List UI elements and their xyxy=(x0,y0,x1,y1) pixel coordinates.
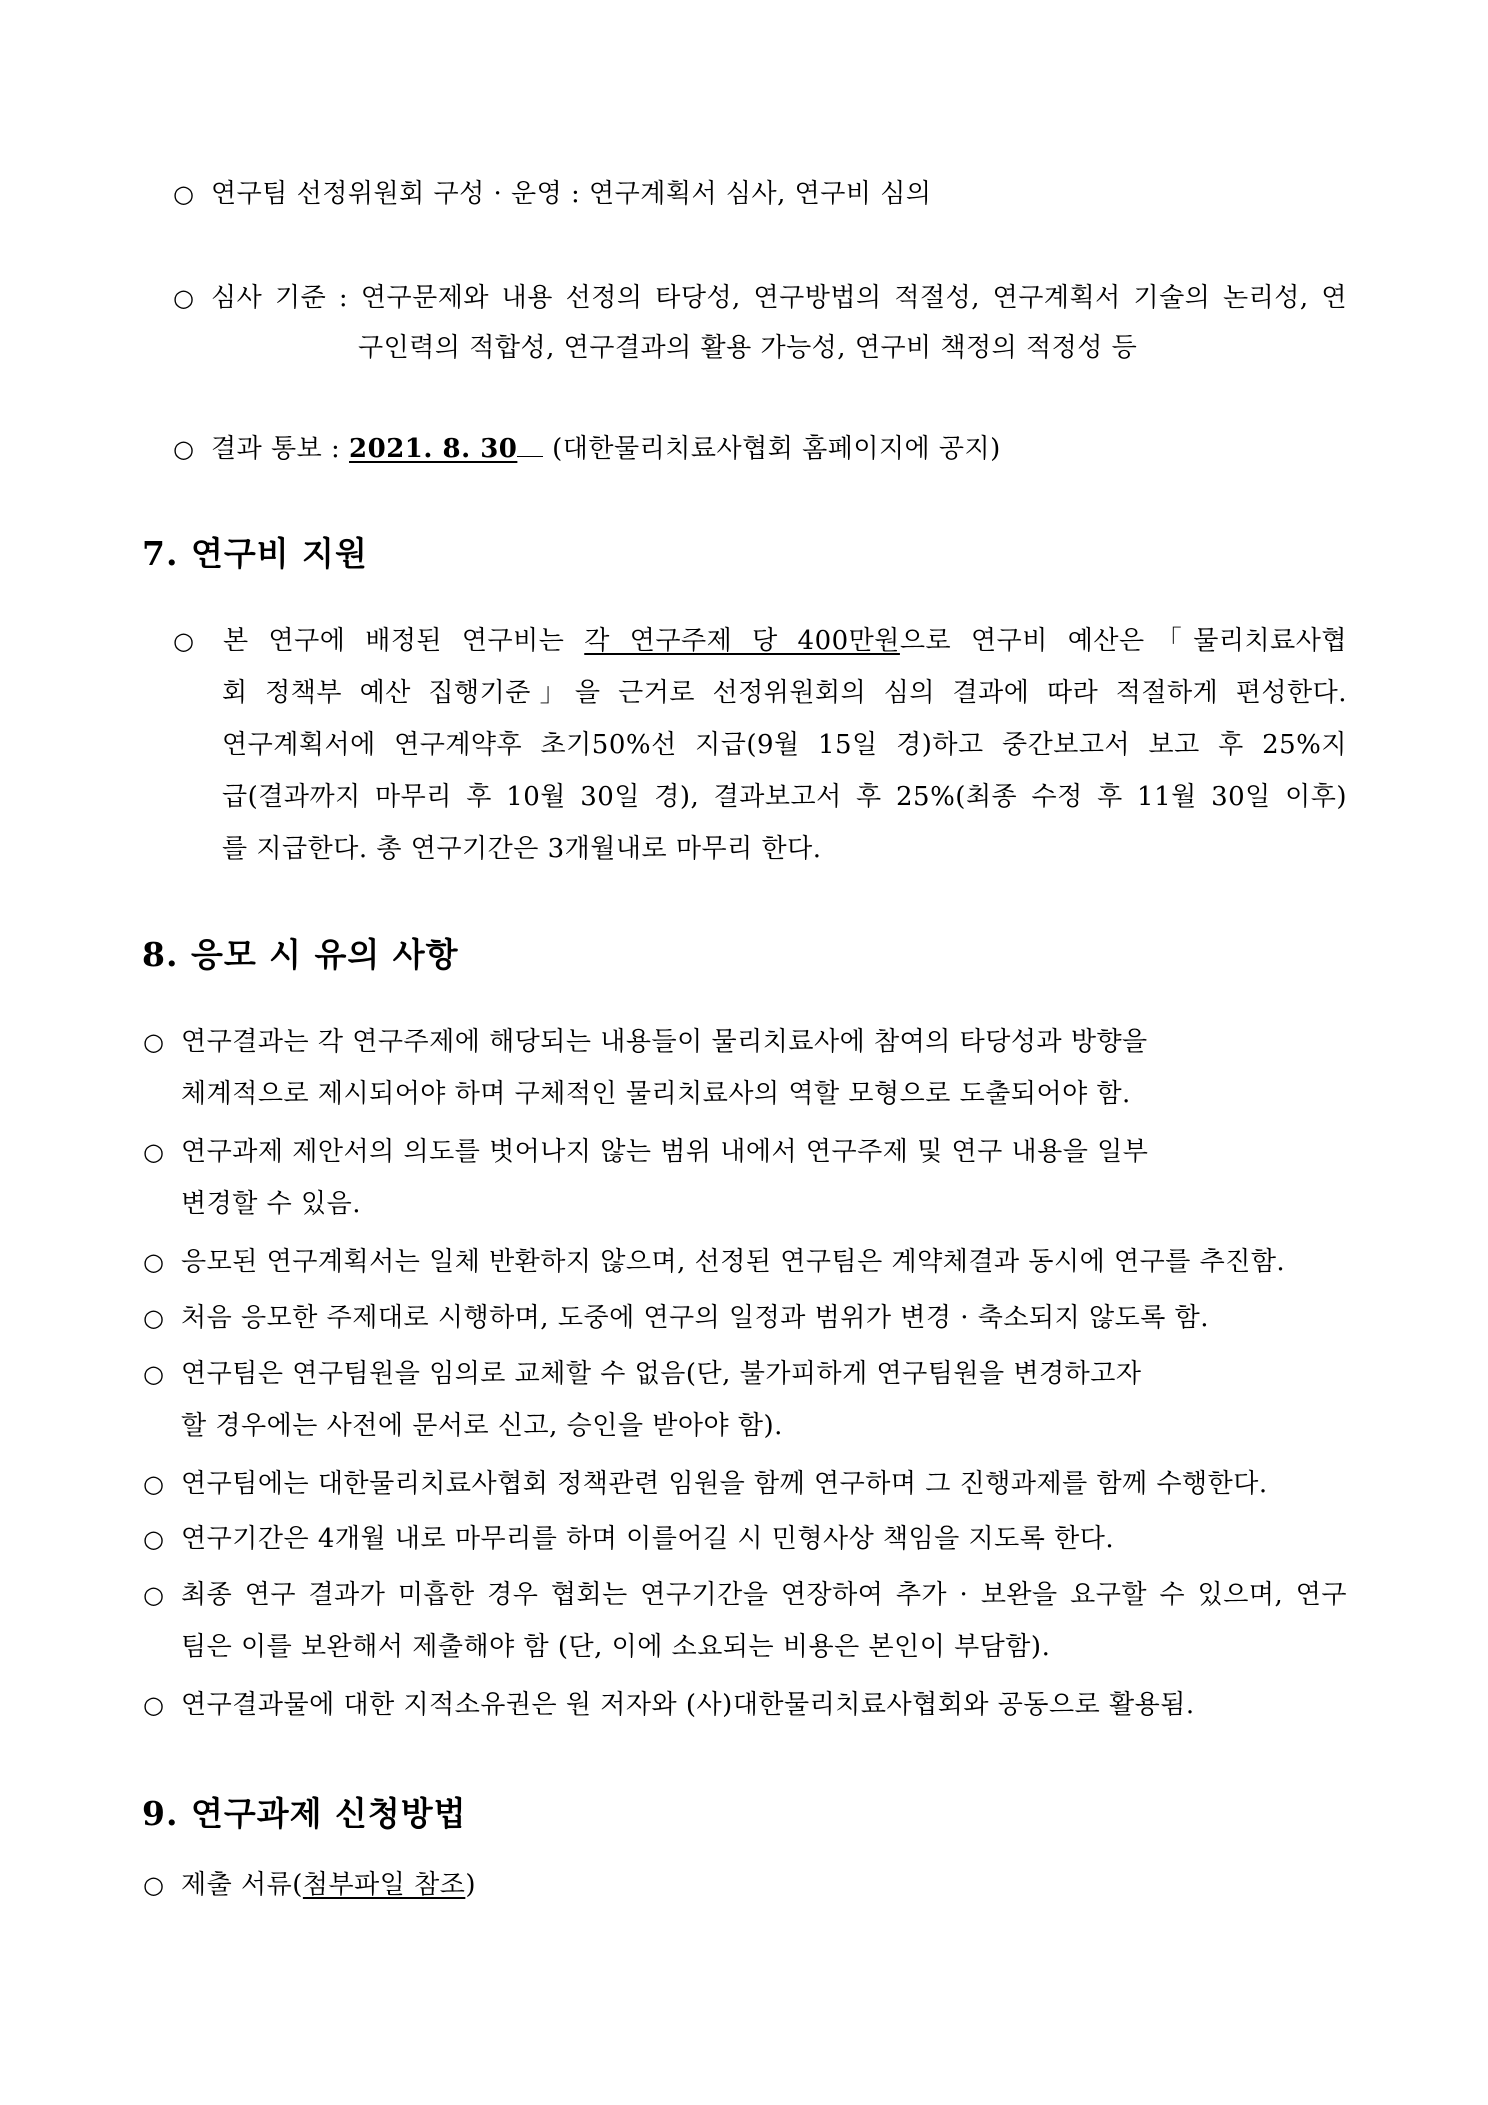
section-8-heading: 8. 응모 시 유의 사항 xyxy=(142,935,459,974)
result-date: 2021. 8. 30 xyxy=(349,434,518,464)
funding-paragraph-line-5: 를 지급한다. 총 연구기간은 3개월내로 마무리 한다. xyxy=(222,834,822,864)
bullet-icon: ○ xyxy=(143,1871,165,1899)
funding-paragraph-line-3: 연구계획서에 연구계약후 초기50%선 지급(9월 15일 경)하고 중간보고서 보고 후 25%지 xyxy=(222,730,1347,760)
attachment-reference: 첨부파일 참조 xyxy=(302,1870,466,1900)
notice-item-3 xyxy=(143,1245,1285,1279)
notice-item-4 xyxy=(143,1301,1209,1335)
funding-paragraph-line-2: 회 정책부 예산 집행기준」을 근거로 선정위원회의 심의 결과에 따라 적절하게 편성한다. xyxy=(222,678,1347,708)
notice-text: 연구기간은 4개월 내로 마무리를 하며 이를어길 시 민형사상 책임을 지도록 한다. xyxy=(181,1524,1115,1554)
notice-item-5 xyxy=(143,1357,1141,1391)
bullet-icon: ○ xyxy=(143,1691,165,1719)
committee-text: 연구팀 선정위원회 구성 · 운영 : 연구계획서 심사, 연구비 심의 xyxy=(211,179,932,209)
funding-text-a: 본 연구에 배정된 연구비는 xyxy=(223,626,585,656)
bullet-icon: ○ xyxy=(143,1525,165,1553)
notice-text: 연구결과물에 대한 지적소유권은 원 저자와 (사)대한물리치료사협회와 공동으로 활용됨. xyxy=(181,1690,1195,1720)
submission-close: ) xyxy=(465,1870,476,1900)
bullet-icon: ○ xyxy=(173,627,195,655)
bullet-icon: ○ xyxy=(143,1304,165,1332)
notice-item-5-continuation: 할 경우에는 사전에 문서로 신고, 승인을 받아야 함). xyxy=(181,1411,783,1441)
result-note: (대한물리치료사협회 홈페이지에 공지) xyxy=(543,434,1001,464)
committee-item xyxy=(173,177,931,211)
bullet-icon: ○ xyxy=(143,1470,165,1498)
notice-text: 최종 연구 결과가 미흡한 경우 협회는 연구기간을 연장하여 추가 · 보완을 요구할 수 있으며, 연구 xyxy=(181,1580,1347,1610)
funding-paragraph-line-1 xyxy=(173,624,1347,658)
criteria-text-1: 심사 기준 : 연구문제와 내용 선정의 타당성, 연구방법의 적절성, 연구계획서 기술의 논리성, 연 xyxy=(211,283,1347,313)
notice-item-8-continuation: 팀은 이를 보완해서 제출해야 함 (단, 이에 소요되는 비용은 본인이 부담함). xyxy=(181,1632,1051,1662)
date-underline-fill xyxy=(517,432,543,457)
notice-text: 연구결과는 각 연구주제에 해당되는 내용들이 물리치료사에 참여의 타당성과 방향을 xyxy=(181,1027,1148,1057)
notice-item-9 xyxy=(143,1688,1195,1722)
notice-item-8 xyxy=(143,1578,1347,1612)
bullet-icon: ○ xyxy=(143,1028,165,1056)
notice-item-7 xyxy=(143,1522,1114,1556)
criteria-continuation xyxy=(358,331,1137,365)
notice-item-1-continuation: 체계적으로 제시되어야 하며 구체적인 물리치료사의 역할 모형으로 도출되어야 함. xyxy=(181,1079,1131,1109)
notice-text: 연구과제 제안서의 의도를 벗어나지 않는 범위 내에서 연구주제 및 연구 내용을 일부 xyxy=(181,1137,1149,1167)
notice-text: 연구팀에는 대한물리치료사협회 정책관련 임원을 함께 연구하며 그 진행과제를 함께 수행한다. xyxy=(181,1469,1268,1499)
bullet-icon: ○ xyxy=(143,1360,165,1388)
notice-text: 응모된 연구계획서는 일체 반환하지 않으며, 선정된 연구팀은 계약체결과 동시에 연구를 추진함. xyxy=(181,1247,1286,1277)
notice-text: 처음 응모한 주제대로 시행하며, 도중에 연구의 일정과 범위가 변경 · 축소되지 않도록 함. xyxy=(181,1303,1210,1333)
notice-text: 연구팀은 연구팀원을 임의로 교체할 수 없음(단, 불가피하게 연구팀원을 변경하고자 xyxy=(181,1359,1142,1389)
bullet-icon: ○ xyxy=(143,1138,165,1166)
result-item xyxy=(173,432,1001,466)
criteria-item xyxy=(173,281,1347,315)
submission-item xyxy=(143,1868,476,1902)
section-9-heading: 9. 연구과제 신청방법 xyxy=(142,1794,467,1833)
funding-paragraph-line-4: 급(결과까지 마무리 후 10월 30일 경), 결과보고서 후 25%(최종 수정 후 11월 30일 이후) xyxy=(222,782,1347,812)
funding-text-b: 으로 연구비 예산은「물리치료사협 xyxy=(899,626,1347,656)
bullet-icon: ○ xyxy=(173,284,195,312)
notice-item-2-continuation: 변경할 수 있음. xyxy=(181,1189,361,1219)
funding-amount: 각 연구주제 당 400만원 xyxy=(584,626,900,656)
section-7-heading: 7. 연구비 지원 xyxy=(142,534,368,573)
bullet-icon: ○ xyxy=(173,435,195,463)
notice-item-2 xyxy=(143,1135,1148,1169)
criteria-text-2: 구인력의 적합성, 연구결과의 활용 가능성, 연구비 책정의 적정성 등 xyxy=(358,333,1138,363)
submission-text: 제출 서류( xyxy=(181,1870,303,1900)
bullet-icon: ○ xyxy=(143,1248,165,1276)
notice-item-6 xyxy=(143,1467,1268,1501)
notice-item-1 xyxy=(143,1025,1148,1059)
bullet-icon: ○ xyxy=(173,180,195,208)
bullet-icon: ○ xyxy=(143,1581,165,1609)
result-label: 결과 통보 : xyxy=(211,434,350,464)
